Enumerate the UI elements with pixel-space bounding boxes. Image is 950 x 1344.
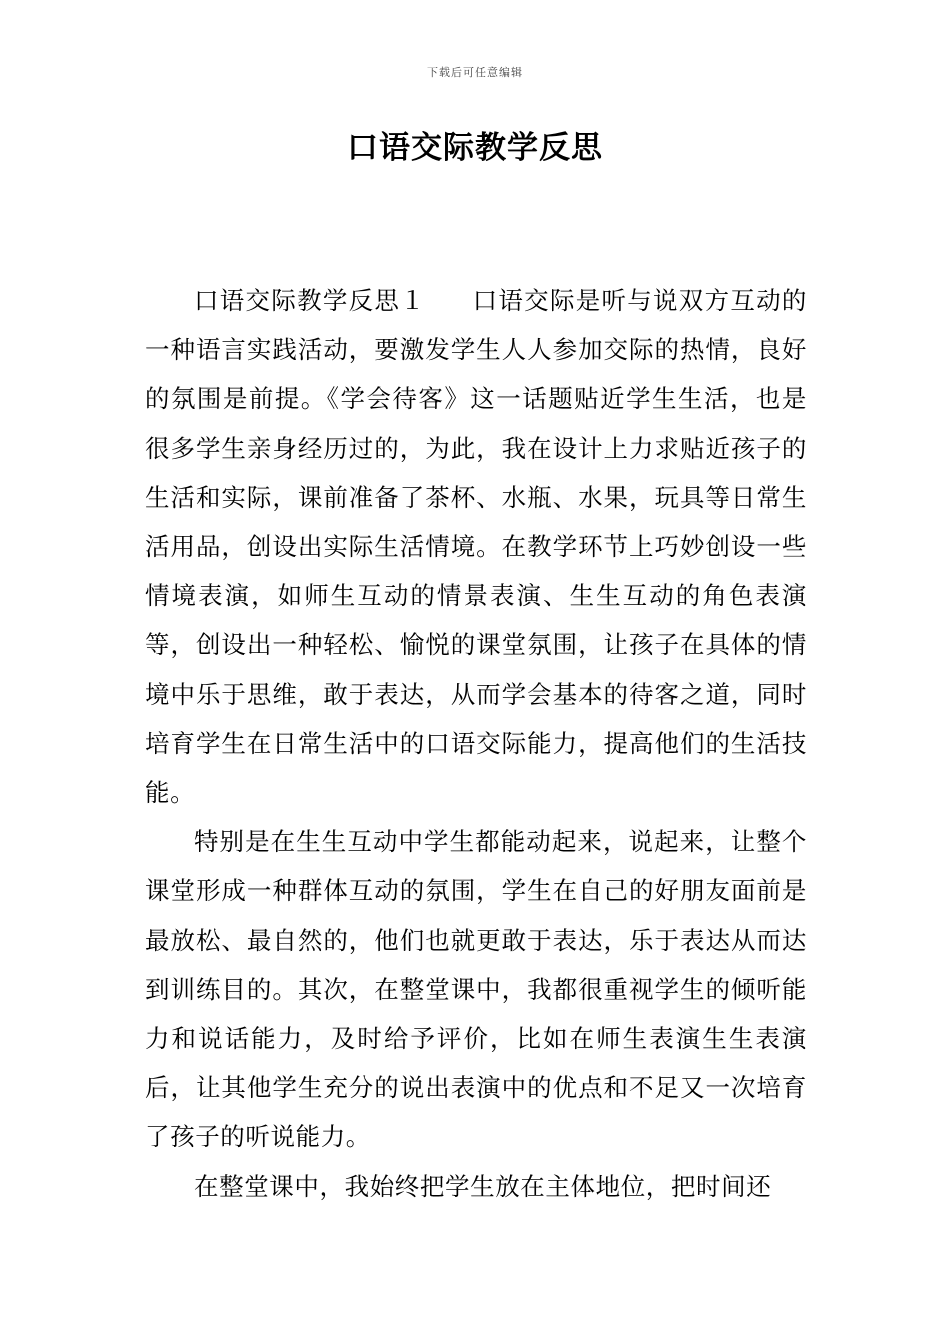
header-note: 下载后可任意编辑 [427,66,523,79]
paragraph-3: 在整堂课中，我始终把学生放在主体地位，把时间还 [194,1171,772,1201]
paragraph-2: 特别是在生生互动中学生都能动起来，说起来，让整个课堂形成一种群体互动的氛围，学生在自己的好朋友面前是最放松、最自然的，他们也就更敢于表达，乐于表达从而达到训练目的。其次，在整堂课中，我都很重视学生的倾听能力和说话能力，及时给予评价，比如在师生表演生生表演后，让其他学生充分的说出表演中的优点和不足又一次培育了孩子的听说能力。 [145,827,807,1152]
paragraph-1-lead: 口语交际教学反思１ [194,286,426,315]
document-body [145,276,807,1211]
document-title: 口语交际教学反思 [347,130,603,166]
paragraph-1 [145,276,807,817]
paragraph-1-text: 口语交际是听与说双方互动的一种语言实践活动，要激发学生人人参加交际的热情，良好的氛围是前提。《学会待客》这一话题贴近学生生活，也是很多学生亲身经历过的，为此，我在设计上力求贴近孩子的生活和实际，课前准备了茶杯、水瓶、水果，玩具等日常生活用品，创设出实际生活情境。在教学环节上巧妙创设一些情境表演，如师生互动的情景表演、生生互动的角色表演等，创设出一种轻松、愉悦的课堂氛围，让孩子在具体的情境中乐于思维，敢于表达，从而学会基本的待客之道，同时培育学生在日常生活中的口语交际能力，提高他们的生活技能。 [145,286,807,808]
